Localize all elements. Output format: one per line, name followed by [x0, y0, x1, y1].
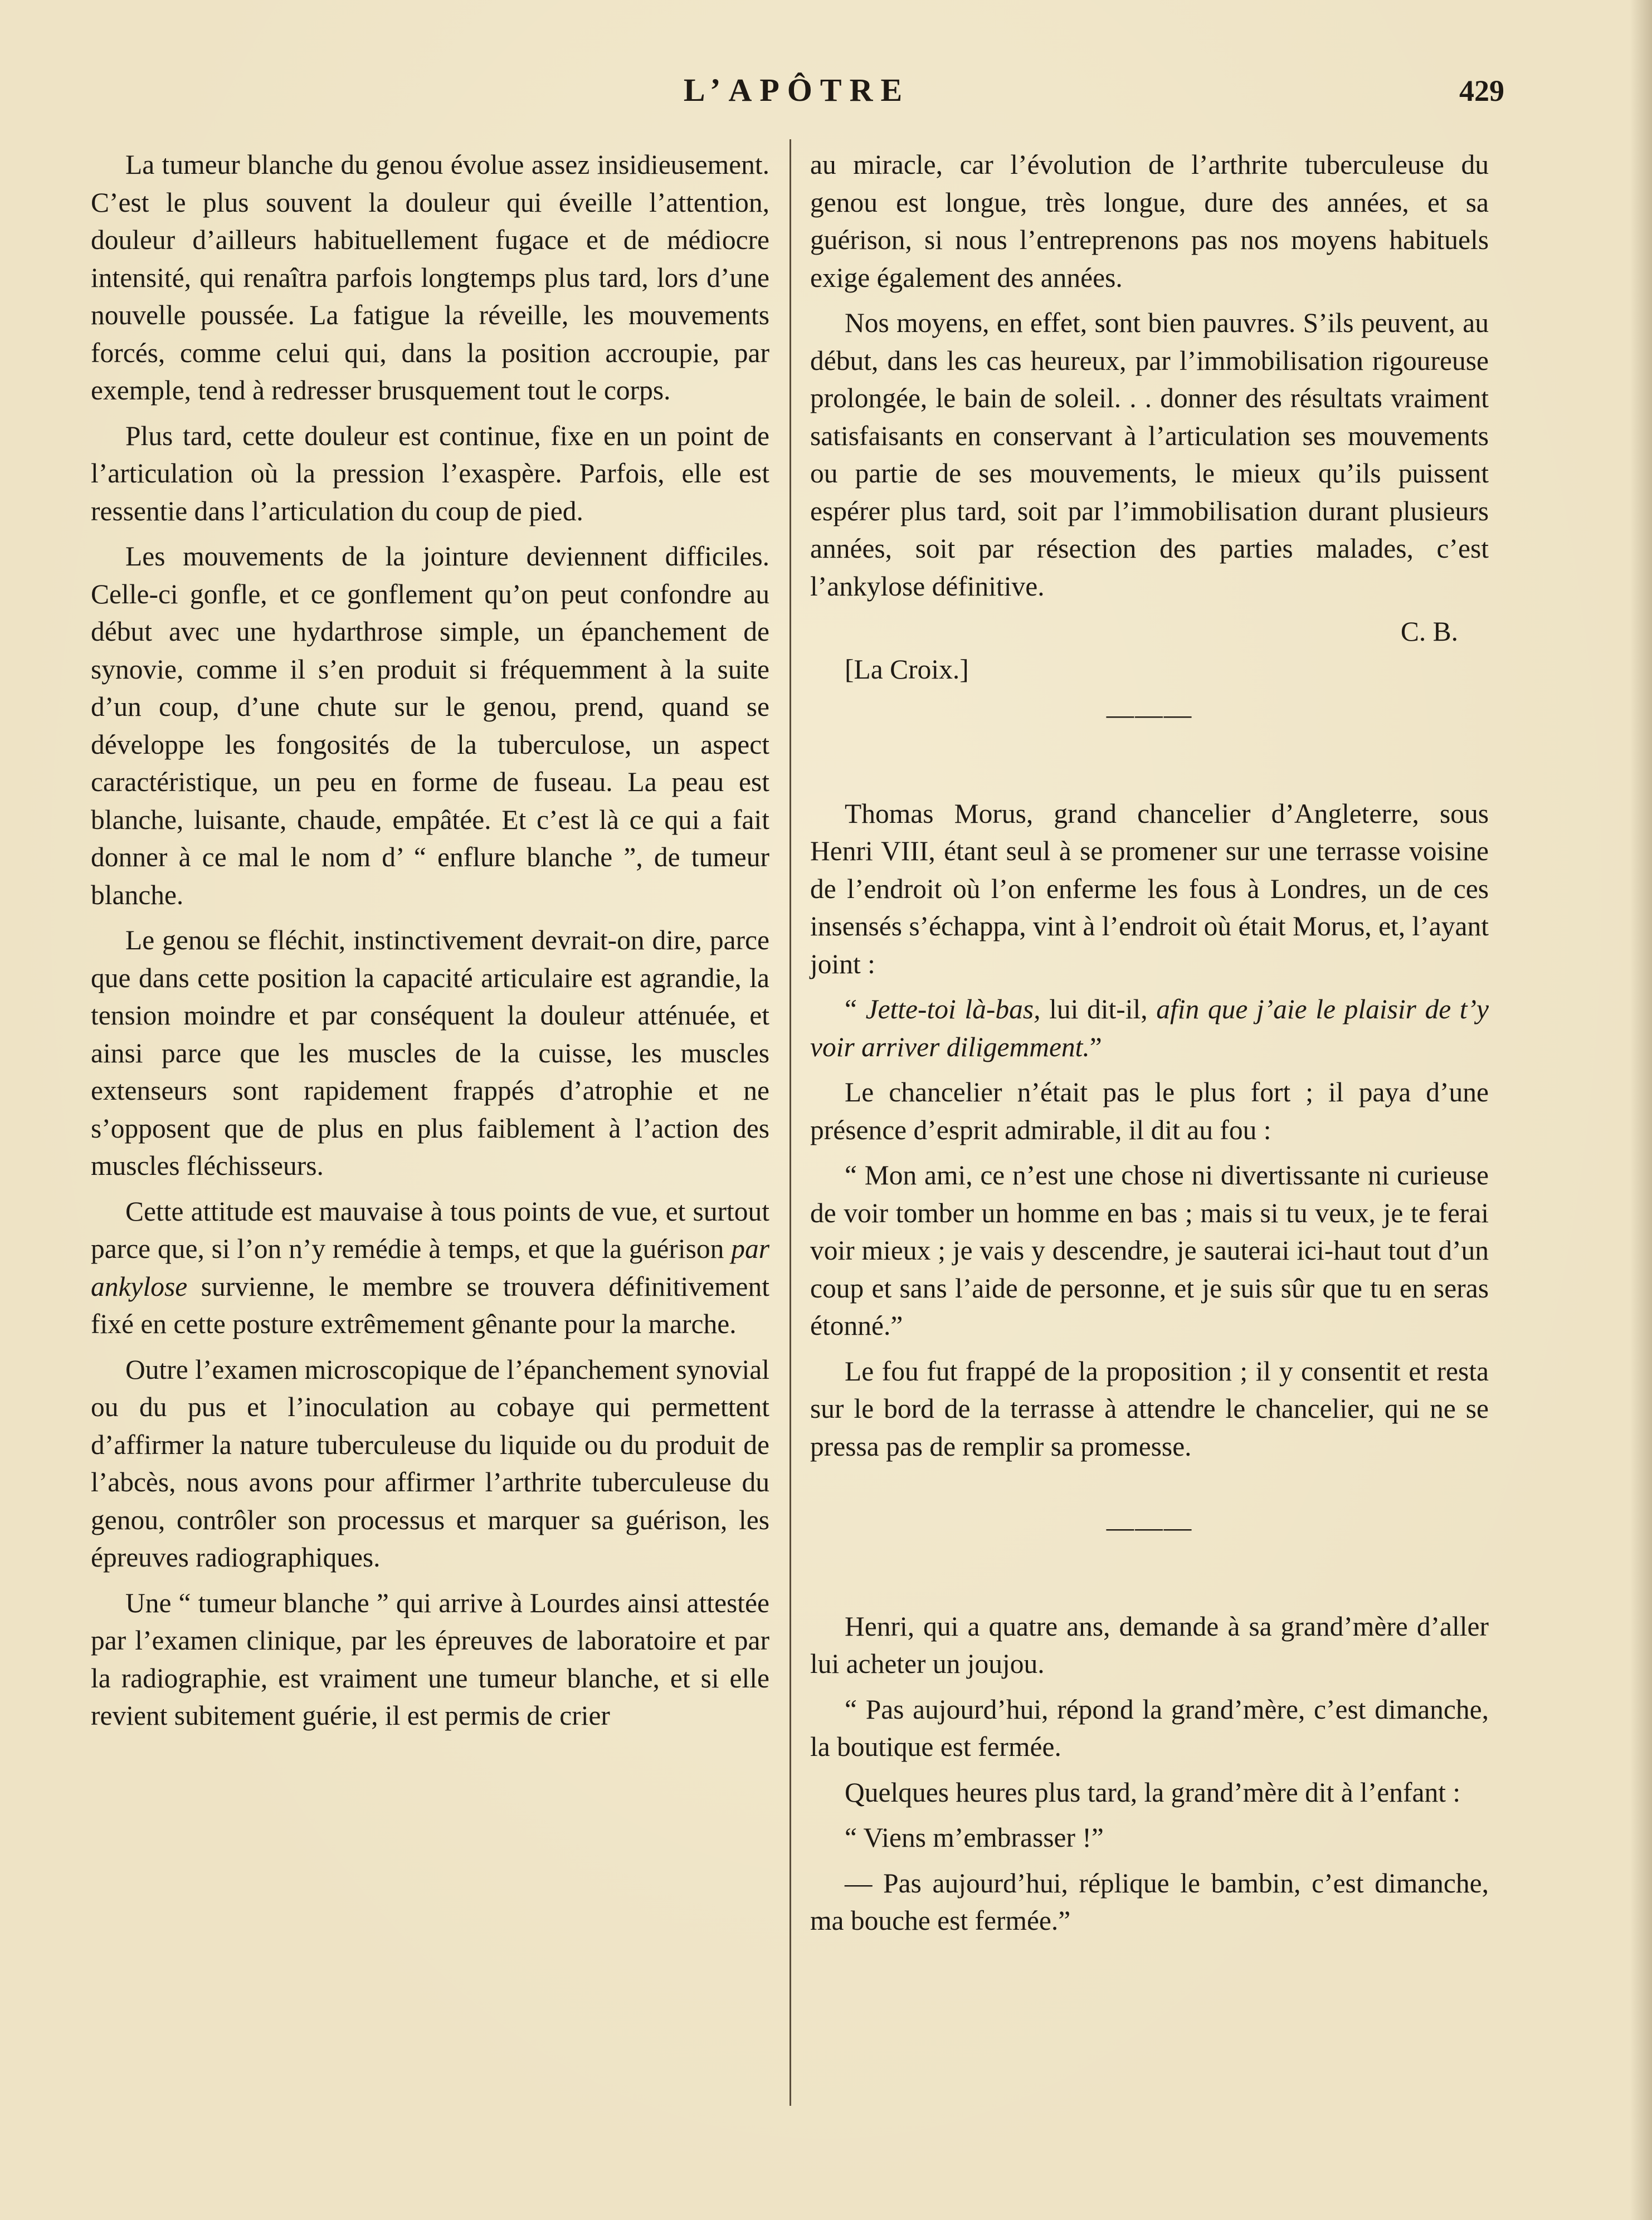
italic-text: afin que j’aie le plaisir de t’y voir arriver diligemment.	[810, 994, 1489, 1062]
paragraph	[810, 991, 1489, 1066]
left-column	[91, 146, 769, 1743]
source-citation: [La Croix.]	[845, 653, 969, 685]
page-header	[89, 71, 1504, 116]
paragraph: Thomas Morus, grand chancelier d’Angleterre, sous Henri VIII, étant seul à se promener sur une terrasse voisine de l’endroit où l’on enferme les fous à Londres, un de ces insensés s’échappa, vint à l’endroit où était Morus, et, l’ayant joint :	[810, 798, 1489, 979]
paragraph: Le genou se fléchit, instinctivement devrait-on dire, parce que dans cette position la capacité articulaire est agrandie, la tension moindre et par conséquent la douleur atténuée, et ainsi parce que les muscles de la cuisse, les muscles extenseurs sont rapidement frappés d’atrophie et ne s’opposent que de plus en plus faiblement à l’action des muscles fléchisseurs.	[91, 925, 769, 1181]
column-divider	[790, 139, 791, 2106]
paragraph: Le chancelier n’était pas le plus fort ; il paya d’une présence d’esprit admirable, il dit au fou :	[810, 1077, 1489, 1145]
text-run: lui dit-il,	[1040, 994, 1157, 1024]
signature: C. B.	[1400, 616, 1458, 647]
paragraph: au miracle, car l’évolution de l’arthrite tuberculeuse du genou est longue, très longue, dure des années, et sa guérison, si nous l’entreprenons pas nos moyens habituels exige également des années.	[810, 149, 1489, 293]
paragraph: Une “ tumeur blanche ” qui arrive à Lourdes ainsi attestée par l’examen clinique, par les épreuves de laboratoire et par la radiographie, est vraiment une tumeur blanche, et si elle revient subitement guérie, il est permis de crier	[91, 1587, 769, 1731]
paragraph: — Pas aujourd’hui, réplique le bambin, c’est dimanche, ma bouche est fermée.”	[810, 1867, 1489, 1936]
text-run: “	[845, 994, 866, 1024]
paragraph: Nos moyens, en effet, sont bien pauvres. S’ils peuvent, au début, dans les cas heureux, par l’immobilisation rigoureuse prolongée, le bain de soleil. . . donner des résultats vraiment satisfaisants en conservant à l’articulation ses mouvements ou partie de ses mouvements, le mieux qu’ils puissent espérer plus tard, soit par l’immobilisation durant plusieurs années, soit par résection des parties malades, c’est l’ankylose définitive.	[810, 308, 1489, 602]
text-run: ”	[1089, 1031, 1102, 1062]
text-run: Cette attitude est mauvaise à tous points de vue, et surtout parce que, si l’on n’y remédie à temps, et que la guérison	[91, 1196, 769, 1264]
paragraph: Outre l’examen microscopique de l’épanchement synovial ou du pus et l’inoculation au cobaye qui permettent d’affirmer la nature tuberculeuse du liquide ou du produit de l’abcès, nous avons pour affirmer l’arthrite tuberculeuse du genou, contrôler son processus et marquer sa guérison, les épreuves radiographiques.	[91, 1354, 769, 1573]
text-run: survienne, le membre se trouvera définitivement fixé en cette posture extrêmement gênante pour la marche.	[91, 1271, 769, 1339]
separator: ———	[1106, 699, 1193, 730]
italic-text: par ankylose	[91, 1233, 769, 1302]
paragraph: Les mouvements de la jointure deviennent difficiles. Celle-ci gonfle, et ce gonflement qu’on peut confondre au début avec une hydarthrose simple, un épanchement de synovie, comme il s’en produit si fréquemment à la suite d’un coup, d’une chute sur le genou, prend, quand se développe les fongosités de la tuberculose, un aspect caractéristique, un peu en forme de fuseau. La peau est blanche, luisante, chaude, empâtée. Et c’est là ce qui a fait donner à ce mal le nom d’ “ enflure blanche ”, de tumeur blanche.	[91, 541, 769, 910]
paragraph: Quelques heures plus tard, la grand’mère dit à l’enfant :	[845, 1777, 1461, 1808]
italic-text: Jette-toi là-bas,	[865, 994, 1041, 1024]
paragraph: “ Pas aujourd’hui, répond la grand’mère, c’est dimanche, la boutique est fermée.	[810, 1694, 1489, 1762]
paragraph	[91, 1193, 769, 1343]
paragraph: La tumeur blanche du genou évolue assez insidieusement. C’est le plus souvent la douleur qui éveille l’attention, douleur d’ailleurs habituellement fugace et de médiocre intensité, qui renaîtra parfois longtemps plus tard, lors d’une nouvelle poussée. La fatigue la réveille, les mouvements forcés, comme celui qui, dans la position accroupie, par exemple, tend à redresser brusquement tout le corps.	[91, 149, 769, 406]
separator: ———	[1106, 1512, 1193, 1543]
right-column	[810, 146, 1489, 1948]
paragraph: Henri, qui a quatre ans, demande à sa grand’mère d’aller lui acheter un joujou.	[810, 1611, 1489, 1679]
paragraph: Plus tard, cette douleur est continue, fixe en un point de l’articulation où la pression l’exaspère. Parfois, elle est ressentie dans l’articulation du coup de pied.	[91, 420, 769, 526]
paragraph: “ Viens m’embrasser !”	[845, 1822, 1104, 1853]
page-edge-shadow	[1630, 0, 1652, 2220]
page-number: 429	[1459, 74, 1504, 108]
paragraph: “ Mon ami, ce n’est une chose ni divertissante ni curieuse de voir tomber un homme en bas ; mais si tu veux, je te ferai voir mieux ; je vais y descendre, je sauterai ici-haut tout d’un coup et sans l’aide de personne, et je suis sûr que tu en seras étonné.”	[810, 1160, 1489, 1341]
running-title: L’APÔTRE	[683, 72, 910, 108]
paragraph: Le fou fut frappé de la proposition ; il y consentit et resta sur le bord de la terrasse à attendre le chancelier, qui ne se pressa pas de remplir sa promesse.	[810, 1355, 1489, 1462]
